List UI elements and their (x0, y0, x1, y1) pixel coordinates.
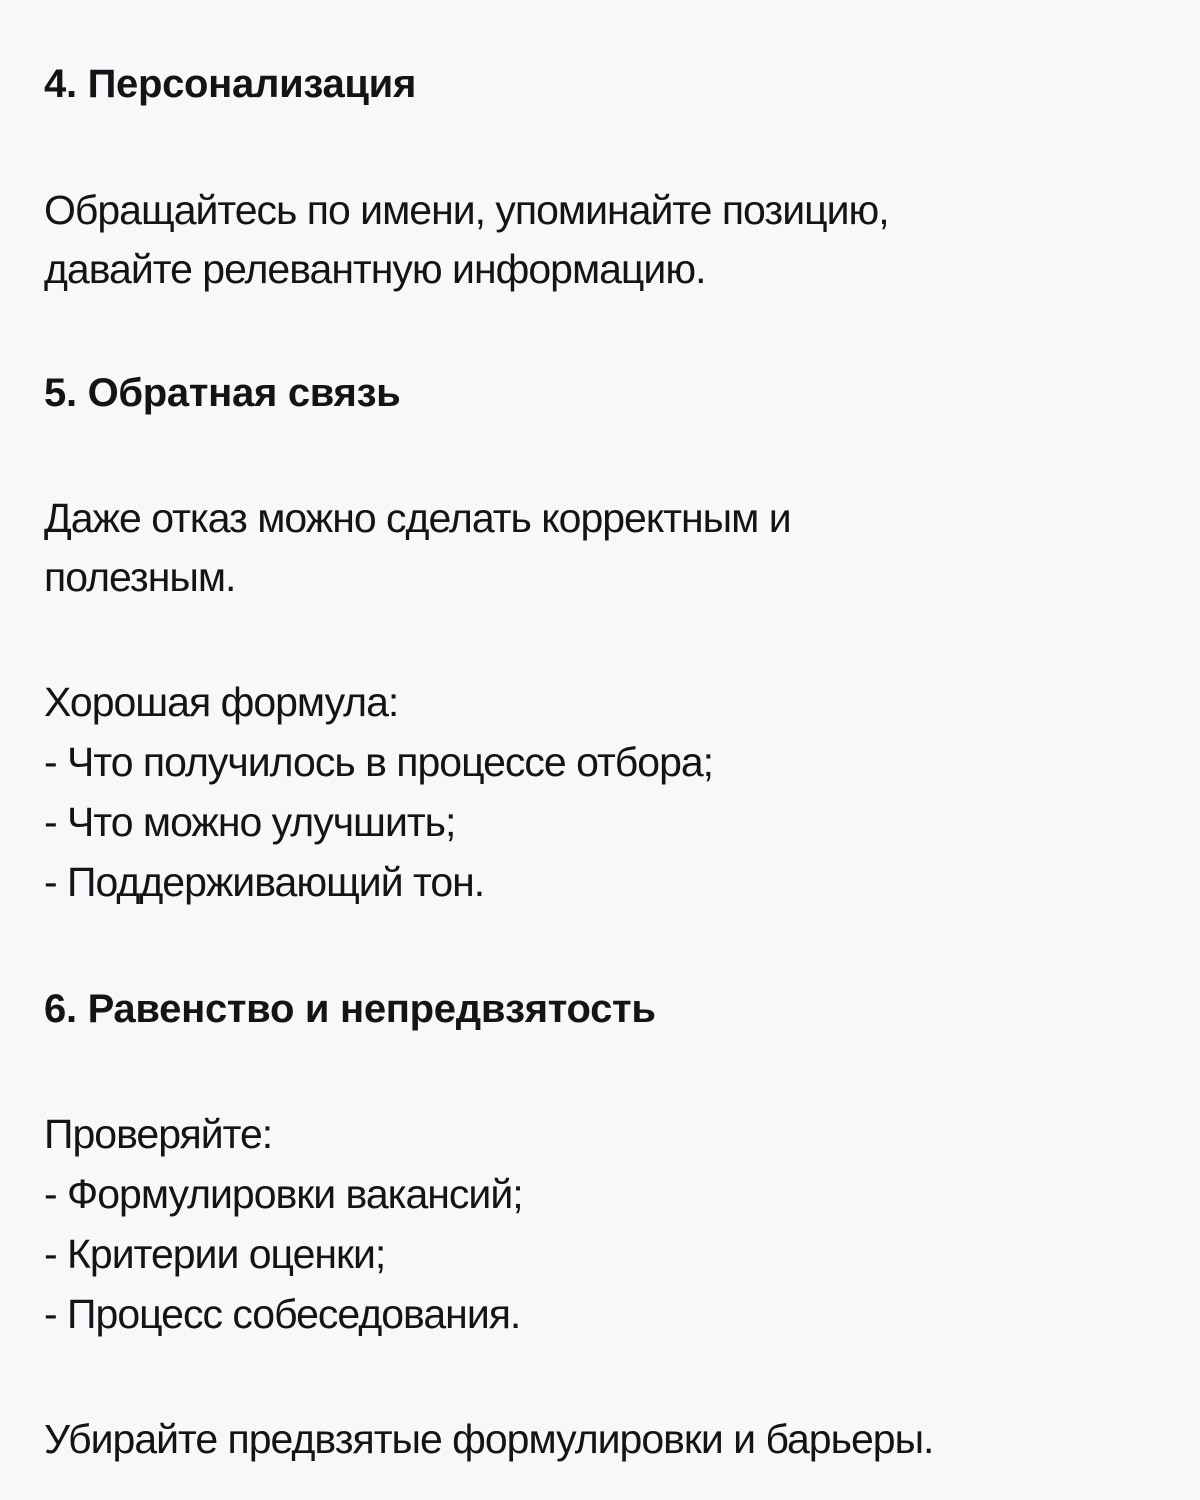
section-heading-feedback: 5. Обратная связь (44, 371, 401, 415)
section-heading-personalization: 4. Персонализация (44, 62, 417, 106)
paragraph-line: Хорошая формула: (44, 679, 399, 725)
paragraph-line: Даже отказ можно сделать корректным и (44, 495, 791, 541)
list-item: - Формулировки вакансий; (44, 1171, 523, 1217)
list-item: - Что можно улучшить; (44, 799, 456, 845)
paragraph-line: давайте релевантную информацию. (44, 246, 706, 292)
document-page (44, 0, 1164, 1500)
list-item: - Процесс собеседования. (44, 1291, 521, 1337)
paragraph-line: полезным. (44, 554, 236, 600)
paragraph-line: Убирайте предвзятые формулировки и барьеры. (44, 1416, 934, 1462)
paragraph-line: Проверяйте: (44, 1111, 273, 1157)
list-item: - Поддерживающий тон. (44, 859, 485, 905)
list-item: - Что получилось в процессе отбора; (44, 739, 714, 785)
section-heading-equality: 6. Равенство и непредвзятость (44, 987, 656, 1031)
list-item: - Критерии оценки; (44, 1231, 386, 1277)
paragraph-line: Обращайтесь по имени, упоминайте позицию, (44, 187, 889, 233)
